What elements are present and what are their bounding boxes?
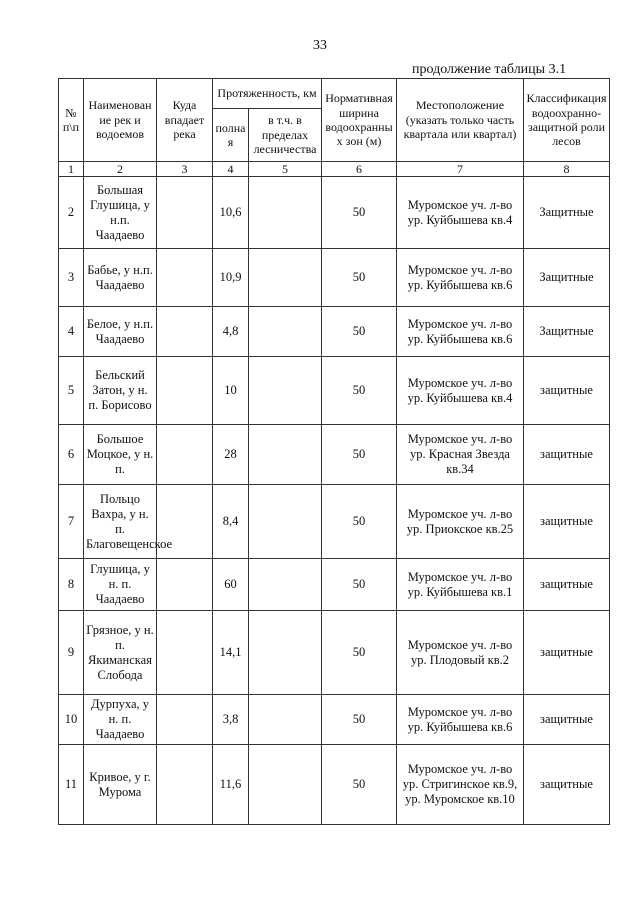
row-width: 50 (322, 177, 397, 249)
row-class: защитные (524, 745, 610, 825)
row-length-forestry (249, 425, 322, 485)
row-length-forestry (249, 745, 322, 825)
row-location: Муромское уч. л-во ур. Красная Звезда кв.34 (397, 425, 524, 485)
row-location: Муромское уч. л-во ур. Куйбышева кв.1 (397, 559, 524, 611)
row-class: защитные (524, 559, 610, 611)
row-name: Грязное, у н. п. Якиманская Слобода (84, 611, 157, 695)
column-number: 3 (157, 162, 213, 177)
row-mouth (157, 307, 213, 357)
row-num: 10 (59, 695, 84, 745)
row-length-forestry (249, 695, 322, 745)
table-row (59, 485, 610, 559)
row-num: 5 (59, 357, 84, 425)
row-length-total: 8,4 (213, 485, 249, 559)
header-location: Местоположение (указать только часть квартала или квартал) (397, 79, 524, 162)
row-location: Муромское уч. л-во ур. Куйбышева кв.6 (397, 249, 524, 307)
row-mouth (157, 695, 213, 745)
column-number: 7 (397, 162, 524, 177)
row-length-forestry (249, 559, 322, 611)
row-length-forestry (249, 357, 322, 425)
table-row (59, 559, 610, 611)
table-row (59, 745, 610, 825)
row-width: 50 (322, 745, 397, 825)
row-width: 50 (322, 559, 397, 611)
water-bodies-table (58, 78, 610, 825)
row-location: Муромское уч. л-во ур. Приокское кв.25 (397, 485, 524, 559)
row-class: защитные (524, 695, 610, 745)
row-name: Белое, у н.п. Чаадаево (84, 307, 157, 357)
header-width: Нормативная ширина водоохранных зон (м) (322, 79, 397, 162)
row-num: 6 (59, 425, 84, 485)
header-mouth: Куда впадает река (157, 79, 213, 162)
page-number: 33 (313, 38, 327, 53)
row-num: 11 (59, 745, 84, 825)
row-length-total: 60 (213, 559, 249, 611)
row-class: Защитные (524, 249, 610, 307)
row-width: 50 (322, 485, 397, 559)
row-length-total: 10,9 (213, 249, 249, 307)
row-name: Кривое, у г. Мурома (84, 745, 157, 825)
table-row (59, 249, 610, 307)
row-name: Бельский Затон, у н. п. Борисово (84, 357, 157, 425)
row-location: Муромское уч. л-во ур. Куйбышева кв.6 (397, 695, 524, 745)
row-class: Защитные (524, 307, 610, 357)
row-mouth (157, 249, 213, 307)
row-length-forestry (249, 485, 322, 559)
header-class: Классификация водоохранно-защитной роли лесов (524, 79, 610, 162)
column-number: 4 (213, 162, 249, 177)
header-length-forestry: в т.ч. в пределах лесничества (249, 109, 322, 162)
row-name: Глушица, у н. п. Чаадаево (84, 559, 157, 611)
table-row (59, 425, 610, 485)
row-name: Польцо Вахра, у н. п. Благовещенское (84, 485, 157, 559)
table-row (59, 177, 610, 249)
row-width: 50 (322, 357, 397, 425)
row-width: 50 (322, 695, 397, 745)
row-num: 8 (59, 559, 84, 611)
row-length-total: 11,6 (213, 745, 249, 825)
row-length-forestry (249, 611, 322, 695)
row-num: 4 (59, 307, 84, 357)
row-name: Бабье, у н.п. Чаадаево (84, 249, 157, 307)
row-location: Муромское уч. л-во ур. Стригинское кв.9, ур. Муромское кв.10 (397, 745, 524, 825)
row-mouth (157, 611, 213, 695)
row-length-total: 3,8 (213, 695, 249, 745)
row-class: защитные (524, 357, 610, 425)
row-num: 9 (59, 611, 84, 695)
continuation-label: продолжение таблицы 3.1 (412, 62, 567, 77)
row-width: 50 (322, 611, 397, 695)
row-class: защитные (524, 611, 610, 695)
column-number: 6 (322, 162, 397, 177)
row-class: защитные (524, 485, 610, 559)
row-width: 50 (322, 249, 397, 307)
row-length-forestry (249, 249, 322, 307)
header-name: Наименование рек и водоемов (84, 79, 157, 162)
row-mouth (157, 177, 213, 249)
table-row (59, 695, 610, 745)
row-class: защитные (524, 425, 610, 485)
column-number: 8 (524, 162, 610, 177)
row-num: 2 (59, 177, 84, 249)
header-num: № п\п (59, 79, 84, 162)
row-mouth (157, 559, 213, 611)
row-name: Большое Моцкое, у н. п. (84, 425, 157, 485)
table-row (59, 611, 610, 695)
row-num: 3 (59, 249, 84, 307)
column-number: 5 (249, 162, 322, 177)
column-number: 2 (84, 162, 157, 177)
row-length-total: 10 (213, 357, 249, 425)
column-number: 1 (59, 162, 84, 177)
row-num: 7 (59, 485, 84, 559)
row-length-total: 14,1 (213, 611, 249, 695)
row-length-forestry (249, 307, 322, 357)
row-length-total: 10,6 (213, 177, 249, 249)
row-width: 50 (322, 307, 397, 357)
row-length-total: 4,8 (213, 307, 249, 357)
row-mouth (157, 357, 213, 425)
row-length-forestry (249, 177, 322, 249)
row-location: Муромское уч. л-во ур. Куйбышева кв.6 (397, 307, 524, 357)
row-mouth (157, 425, 213, 485)
row-location: Муромское уч. л-во ур. Куйбышева кв.4 (397, 357, 524, 425)
row-name: Дурпуха, у н. п. Чаадаево (84, 695, 157, 745)
header-length-total: полная (213, 109, 249, 162)
row-class: Защитные (524, 177, 610, 249)
table-row (59, 307, 610, 357)
row-length-total: 28 (213, 425, 249, 485)
row-location: Муромское уч. л-во ур. Куйбышева кв.4 (397, 177, 524, 249)
row-width: 50 (322, 425, 397, 485)
row-name: Большая Глушица, у н.п. Чаадаево (84, 177, 157, 249)
row-mouth (157, 745, 213, 825)
row-location: Муромское уч. л-во ур. Плодовый кв.2 (397, 611, 524, 695)
table-row (59, 357, 610, 425)
header-length: Протяженность, км (213, 79, 322, 109)
